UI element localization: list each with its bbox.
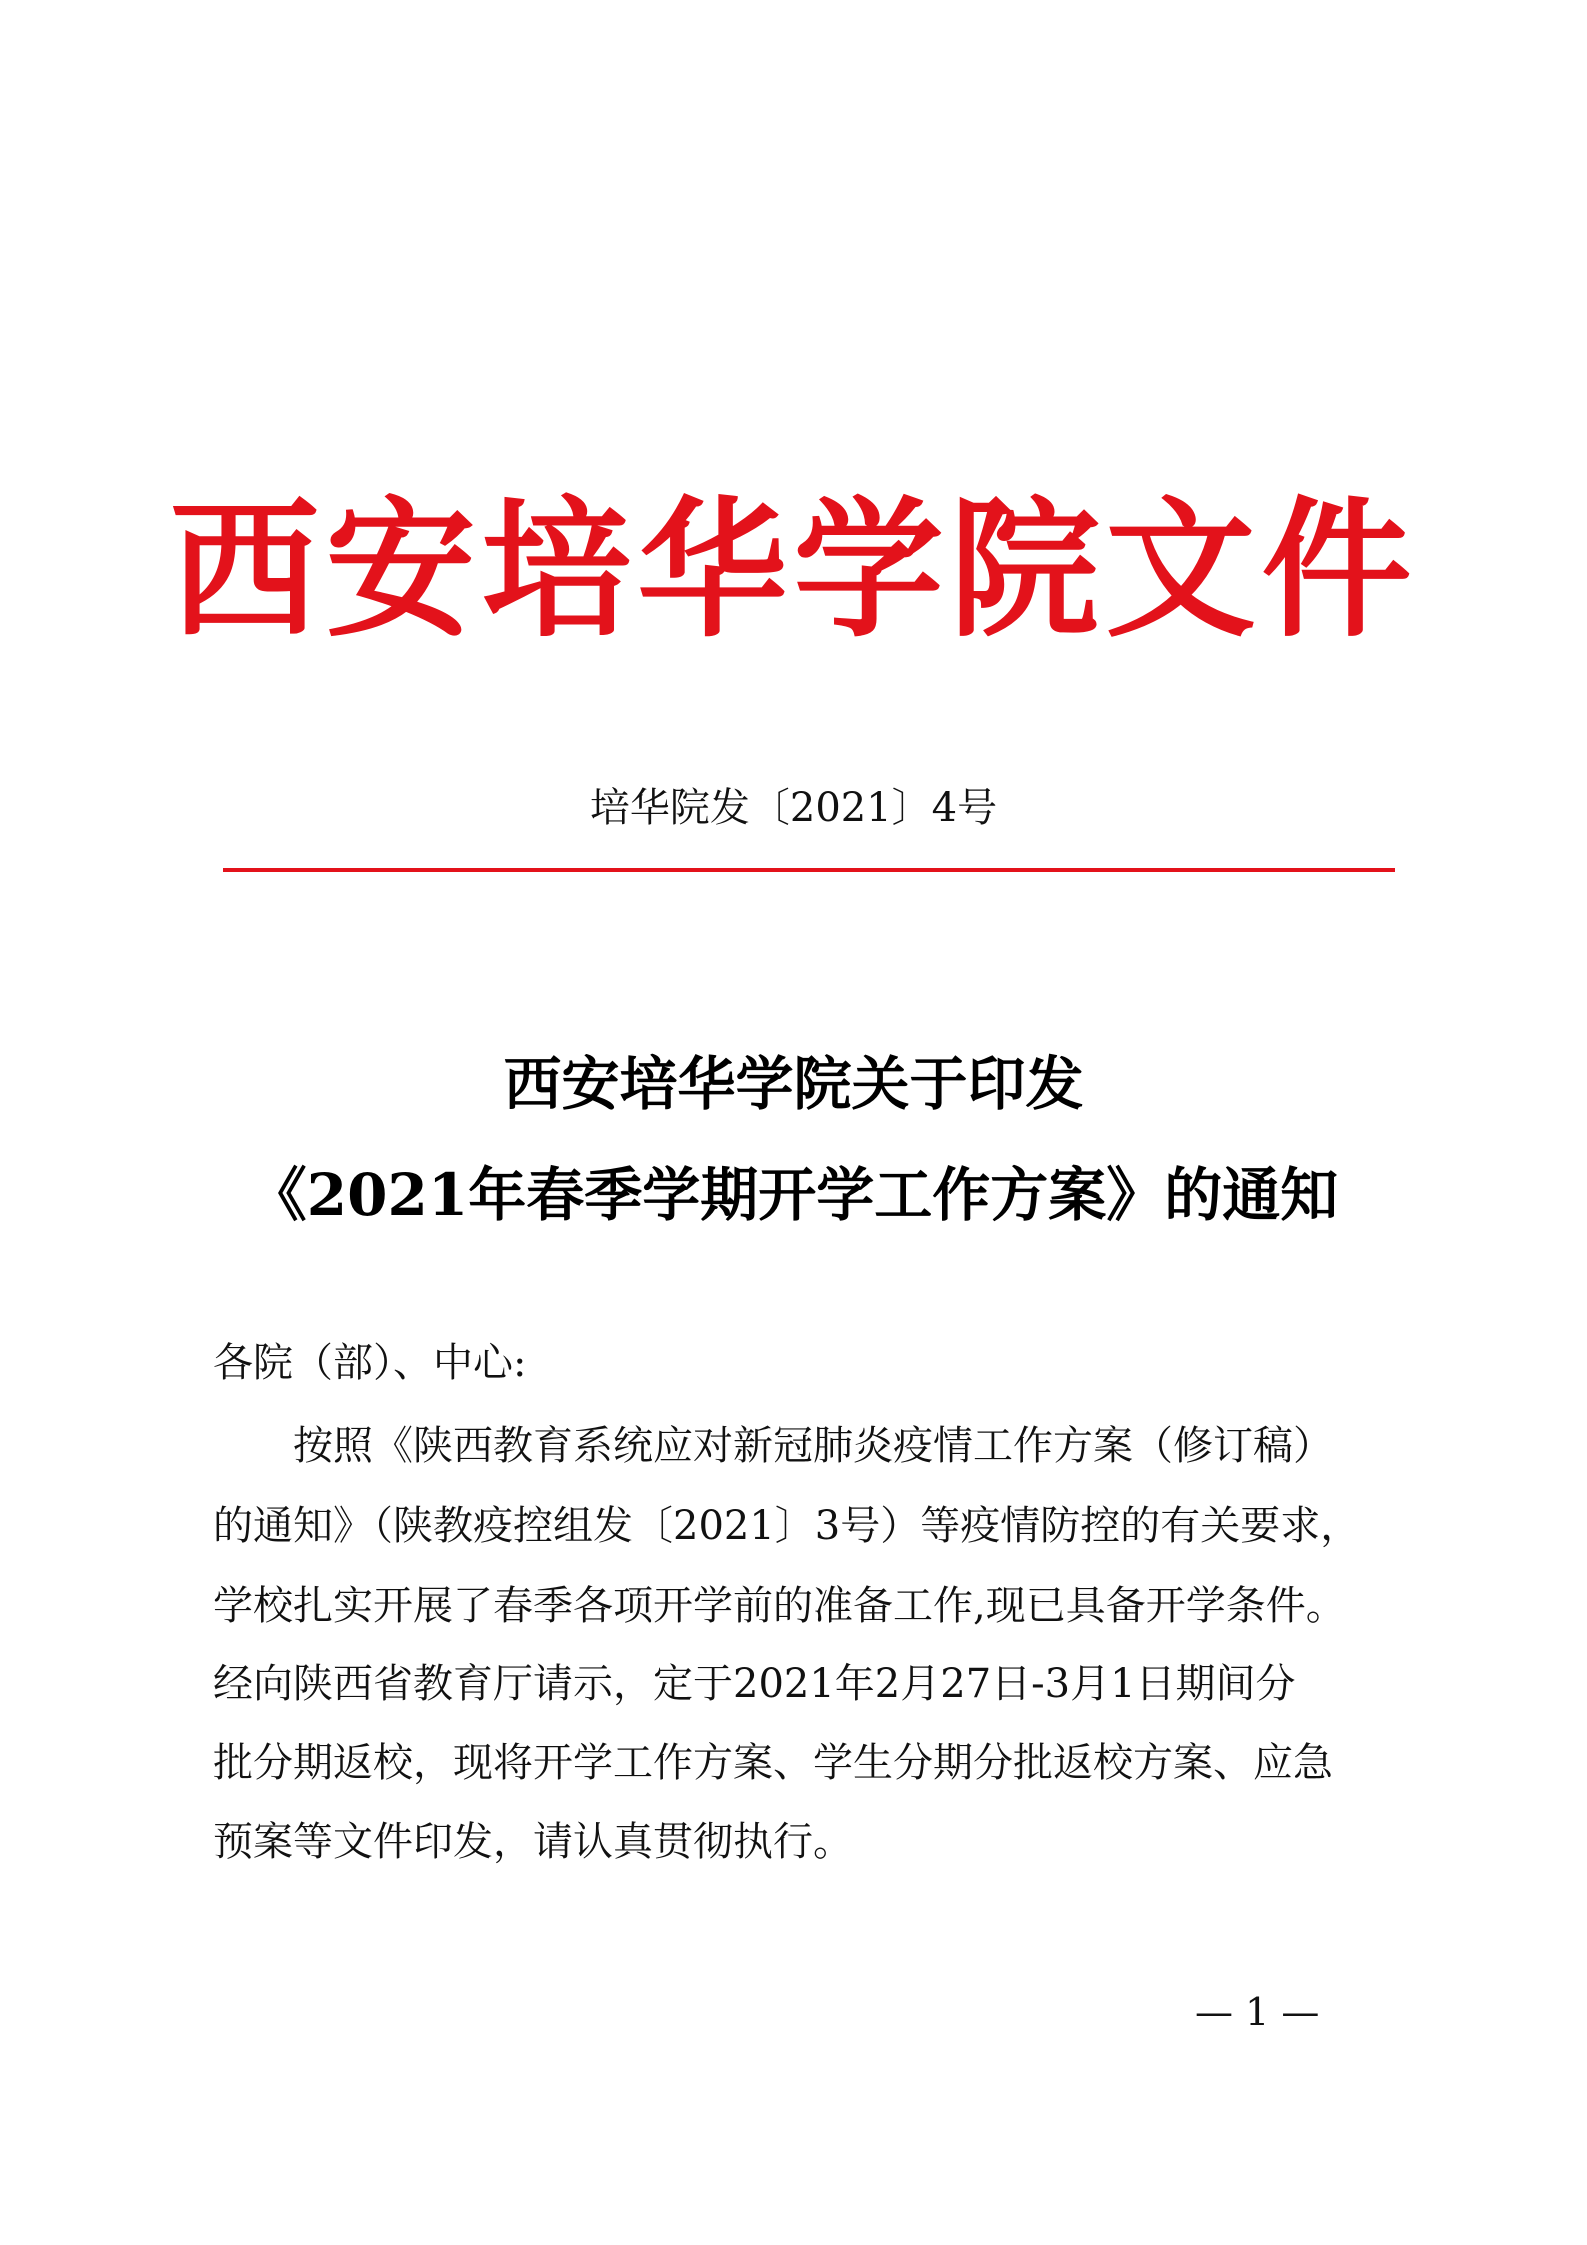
document-title-line-2: 《2021年春季学期开学工作方案》的通知 (248, 1161, 1339, 1229)
document-masthead: 西安培华学院文件 (169, 482, 1418, 658)
body-paragraph-line: 经向陕西省教育厅请示，定于2021年2月27日-3月1日期间分 (213, 1661, 1296, 1707)
body-paragraph-line: 按照《陕西教育系统应对新冠肺炎疫情工作方案（修订稿） (293, 1423, 1333, 1469)
body-paragraph-line: 的通知》（陕教疫控组发〔2021〕3号）等疫情防控的有关要求， (213, 1503, 1361, 1549)
body-paragraph-line: 批分期返校，现将开学工作方案、学生分期分批返校方案、应急 (213, 1740, 1333, 1786)
body-paragraph-line: 预案等文件印发，请认真贯彻执行。 (213, 1819, 853, 1865)
red-separator-line (223, 868, 1395, 872)
body-paragraph-line: 学校扎实开展了春季各项开学前的准备工作,现已具备开学条件。 (213, 1583, 1346, 1629)
document-title-line-1: 西安培华学院关于印发 (503, 1050, 1084, 1118)
page-number: — 1 — (1195, 1990, 1320, 2034)
document-number: 培华院发〔2021〕4号 (589, 785, 998, 831)
salutation: 各院（部）、中心: (213, 1340, 527, 1386)
